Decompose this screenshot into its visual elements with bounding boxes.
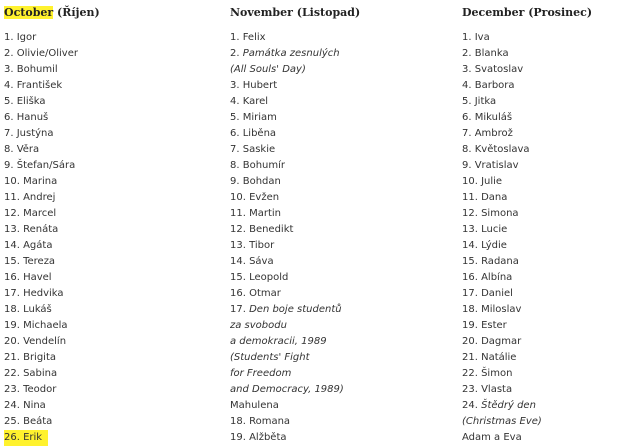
entry-label: 2. Blanka: [462, 48, 509, 59]
entry-text: [462, 176, 502, 187]
entry-text: [4, 288, 64, 299]
entry-text: [230, 288, 281, 299]
entry-note: (All Souls' Day): [230, 64, 306, 75]
entry-text: [230, 400, 279, 411]
list-item: [462, 190, 542, 206]
entry-text: [4, 32, 36, 43]
entry-text: [462, 208, 519, 219]
list-item: [4, 94, 78, 110]
entry-text: [4, 224, 58, 235]
entry-label: 23. Teodor: [4, 384, 57, 395]
list-item: [4, 334, 78, 350]
entry-label: 10. Evžen: [230, 192, 280, 203]
entry-text: [230, 352, 310, 363]
entry-label: 19. Ester: [462, 320, 507, 331]
entry-text: [4, 176, 57, 187]
list-item: [230, 78, 344, 94]
entry-text: [230, 336, 327, 347]
list-item: [4, 270, 78, 286]
entry-text: [230, 48, 340, 59]
entry-note: (Christmas Eve): [462, 416, 542, 427]
list-item: [462, 222, 542, 238]
entry-label: 3. Hubert: [230, 80, 278, 91]
entry-text: [462, 320, 507, 331]
list-item: [230, 286, 344, 302]
entry-label: 3. Bohumil: [4, 64, 58, 75]
list-item: [230, 94, 344, 110]
entry-text: [230, 32, 266, 43]
october-heading-rest: (Říjen): [53, 6, 100, 19]
list-item: [230, 30, 344, 46]
list-item: [230, 302, 344, 318]
entry-text: [462, 416, 542, 427]
entry-text: [230, 224, 293, 235]
entry-label: 6. Liběna: [230, 128, 277, 139]
entry-text: [4, 336, 66, 347]
entry-label: 20. Dagmar: [462, 336, 522, 347]
entry-label: Adam a Eva: [462, 432, 522, 443]
entry-text: [4, 320, 68, 331]
list-item: [4, 414, 78, 430]
list-item: [462, 382, 542, 398]
list-item: [230, 190, 344, 206]
list-item: [4, 142, 78, 158]
list-item: [4, 62, 78, 78]
list-item: [230, 142, 344, 158]
entry-text: [4, 400, 46, 411]
entry-text: [4, 160, 75, 171]
entry-label: 10. Marina: [4, 176, 58, 187]
entry-text: [462, 64, 523, 75]
entry-label: 23. Vlasta: [462, 384, 513, 395]
list-item: [462, 414, 542, 430]
entry-text: [230, 176, 281, 187]
list-item: [230, 254, 344, 270]
entry-label: 1. Felix: [230, 32, 266, 43]
list-item: [4, 318, 78, 334]
list-item: [230, 174, 344, 190]
list-item: [4, 110, 78, 126]
entry-label: 15. Leopold: [230, 272, 289, 283]
list-item: [4, 286, 78, 302]
entry-label: 16. Havel: [4, 272, 52, 283]
entry-label: 14. Sáva: [230, 256, 274, 267]
entry-note: (Students' Fight: [230, 352, 310, 363]
entry-label: 16. Otmar: [230, 288, 281, 299]
entry-label: 10. Julie: [462, 176, 503, 187]
entry-label: 12. Benedikt: [230, 224, 294, 235]
entry-label: 22. Šimon: [462, 368, 513, 379]
entry-label: 9. Vratislav: [462, 160, 519, 171]
entry-note: and Democracy, 1989): [230, 384, 344, 395]
list-item: [462, 174, 542, 190]
list-item: [4, 238, 78, 254]
entry-label: 5. Miriam: [230, 112, 277, 123]
entry-label: 24.: [462, 400, 482, 411]
list-item: [462, 270, 542, 286]
entry-text: [4, 304, 52, 315]
list-item: [462, 30, 542, 46]
list-item: [4, 302, 78, 318]
list-item: [230, 62, 344, 78]
entry-text: [462, 192, 507, 203]
entry-label: Mahulena: [230, 400, 279, 411]
list-item: [230, 158, 344, 174]
entry-label: 19. Michaela: [4, 320, 68, 331]
list-item: [230, 350, 344, 366]
entry-text: [230, 80, 277, 91]
list-item: [462, 142, 542, 158]
november-heading: November (Listopad): [230, 6, 361, 19]
entry-label: 5. Jitka: [462, 96, 497, 107]
entry-label: 5. Eliška: [4, 96, 46, 107]
entry-label: 7. Saskie: [230, 144, 276, 155]
entry-label: 15. Radana: [462, 256, 519, 267]
entry-text: [230, 192, 279, 203]
list-item: [462, 398, 542, 414]
october-name-days-list: [4, 30, 78, 446]
entry-text: [230, 272, 288, 283]
list-item: [230, 366, 344, 382]
november-name-days-list: [230, 30, 344, 446]
entry-label: 6. Hanuš: [4, 112, 49, 123]
entry-label: 15. Tereza: [4, 256, 56, 267]
list-item: [462, 286, 542, 302]
entry-label: 24. Nina: [4, 400, 46, 411]
entry-label: 4. František: [4, 80, 63, 91]
list-item: [4, 398, 78, 414]
entry-label: 7. Ambrož: [462, 128, 513, 139]
list-item: [462, 110, 542, 126]
entry-text: [230, 320, 287, 331]
entry-note: Štědrý den: [481, 400, 536, 411]
entry-label: 26. Erik: [4, 432, 43, 443]
list-item: [4, 158, 78, 174]
entry-text: [462, 32, 490, 43]
entry-text: [4, 416, 52, 427]
entry-label: 4. Karel: [230, 96, 269, 107]
list-item: [462, 238, 542, 254]
list-item: [462, 366, 542, 382]
entry-text: [4, 64, 58, 75]
entry-label: 17.: [230, 304, 250, 315]
list-item: [230, 238, 344, 254]
entry-label: 2.: [230, 48, 243, 59]
list-item: [4, 430, 78, 446]
entry-label: 3. Svatoslav: [462, 64, 524, 75]
december-heading: December (Prosinec): [462, 6, 593, 19]
list-item: [4, 206, 78, 222]
entry-label: 8. Bohumír: [230, 160, 286, 171]
entry-text: [230, 384, 344, 395]
entry-label: 19. Alžběta: [230, 432, 287, 443]
list-item: [230, 222, 344, 238]
entry-text: [230, 304, 342, 315]
december-name-days-list: [462, 30, 542, 446]
entry-text: [4, 128, 54, 139]
entry-label: 8. Květoslava: [462, 144, 530, 155]
entry-text: [230, 416, 290, 427]
entry-label: 18. Miloslav: [462, 304, 522, 315]
entry-text: [4, 112, 48, 123]
list-item: [230, 382, 344, 398]
list-item: [4, 78, 78, 94]
entry-label: 13. Lucie: [462, 224, 508, 235]
entry-label: 1. Igor: [4, 32, 37, 43]
entry-label: 6. Mikuláš: [462, 112, 513, 123]
entry-label: 12. Marcel: [4, 208, 57, 219]
entry-text: [462, 240, 507, 251]
list-item: [4, 254, 78, 270]
entry-label: 14. Lýdie: [462, 240, 507, 251]
list-item: [4, 126, 78, 142]
entry-text: [230, 208, 281, 219]
entry-text: [462, 80, 515, 91]
entry-text: [462, 48, 509, 59]
entry-label: 11. Andrej: [4, 192, 56, 203]
entry-label: 11. Dana: [462, 192, 508, 203]
entry-text: [230, 144, 275, 155]
list-item: [462, 350, 542, 366]
entry-text: [4, 96, 46, 107]
list-item: [230, 430, 344, 446]
entry-label: 13. Renáta: [4, 224, 59, 235]
list-item: [462, 62, 542, 78]
list-item: [230, 334, 344, 350]
list-item: [4, 30, 78, 46]
list-item: [230, 414, 344, 430]
entry-text: [230, 368, 291, 379]
list-item: [462, 158, 542, 174]
entry-label: 17. Daniel: [462, 288, 513, 299]
entry-text: [230, 64, 306, 75]
entry-text: [230, 96, 268, 107]
list-item: [4, 174, 78, 190]
entry-label: 18. Romana: [230, 416, 291, 427]
entry-text: [462, 272, 512, 283]
entry-label: 2. Olivie/Oliver: [4, 48, 78, 59]
entry-text: [462, 288, 513, 299]
list-item: [462, 126, 542, 142]
list-item: [230, 46, 344, 62]
entry-label: 4. Barbora: [462, 80, 515, 91]
entry-text: [4, 80, 62, 91]
entry-label: 21. Brigita: [4, 352, 57, 363]
entry-text: [4, 240, 52, 251]
entry-text: [462, 144, 530, 155]
list-item: [462, 78, 542, 94]
list-item: [230, 270, 344, 286]
entry-text: [230, 112, 277, 123]
highlighted-entry: [4, 430, 48, 446]
entry-label: 22. Sabina: [4, 368, 58, 379]
entry-note: Památka zesnulých: [242, 48, 340, 59]
entry-text: [230, 128, 276, 139]
entry-text: [230, 160, 285, 171]
entry-label: 8. Věra: [4, 144, 40, 155]
october-heading: [4, 6, 100, 20]
entry-text: [4, 368, 57, 379]
entry-text: [462, 128, 513, 139]
entry-text: [462, 336, 521, 347]
entry-text: [462, 96, 496, 107]
list-item: [230, 110, 344, 126]
entry-text: [4, 352, 56, 363]
entry-label: 18. Lukáš: [4, 304, 52, 315]
list-item: [4, 382, 78, 398]
list-item: [4, 350, 78, 366]
entry-text: [462, 384, 512, 395]
list-item: [230, 398, 344, 414]
list-item: [462, 334, 542, 350]
entry-label: 17. Hedvika: [4, 288, 64, 299]
list-item: [230, 206, 344, 222]
entry-label: 9. Štefan/Sára: [4, 160, 76, 171]
list-item: [4, 46, 78, 62]
list-item: [4, 190, 78, 206]
entry-label: 9. Bohdan: [230, 176, 281, 187]
entry-text: [4, 208, 56, 219]
list-item: [462, 94, 542, 110]
entry-text: [462, 256, 519, 267]
entry-note: za svobodu: [230, 320, 287, 331]
entry-label: 11. Martin: [230, 208, 281, 219]
entry-text: [462, 368, 512, 379]
entry-text: [462, 304, 521, 315]
entry-text: [462, 400, 536, 411]
list-item: [462, 302, 542, 318]
entry-note: Den boje studentů: [249, 304, 342, 315]
list-item: [462, 254, 542, 270]
entry-text: [462, 112, 512, 123]
list-item: [230, 126, 344, 142]
entry-label: 14. Agáta: [4, 240, 53, 251]
list-item: [462, 46, 542, 62]
entry-label: 7. Justýna: [4, 128, 54, 139]
list-item: [230, 318, 344, 334]
entry-text: [4, 256, 55, 267]
list-item: [4, 222, 78, 238]
entry-label: 12. Simona: [462, 208, 519, 219]
entry-label: 20. Vendelín: [4, 336, 67, 347]
list-item: [462, 318, 542, 334]
entry-note: for Freedom: [230, 368, 292, 379]
entry-text: [4, 144, 39, 155]
entry-text: [462, 432, 522, 443]
entry-label: 16. Albína: [462, 272, 513, 283]
entry-label: 13. Tibor: [230, 240, 275, 251]
entry-text: [4, 384, 56, 395]
entry-text: [462, 352, 516, 363]
list-item: [4, 366, 78, 382]
entry-text: [462, 224, 507, 235]
entry-label: 25. Beáta: [4, 416, 53, 427]
list-item: [462, 206, 542, 222]
entry-text: [230, 256, 274, 267]
entry-text: [462, 160, 519, 171]
entry-text: [4, 272, 52, 283]
entry-text: [230, 432, 287, 443]
list-item: [462, 430, 542, 446]
entry-label: 21. Natálie: [462, 352, 517, 363]
entry-text: [4, 192, 55, 203]
entry-note: a demokracii, 1989: [230, 336, 327, 347]
entry-label: 1. Iva: [462, 32, 490, 43]
entry-text: [230, 240, 274, 251]
october-heading-highlight: October: [4, 6, 54, 19]
entry-text: [4, 48, 78, 59]
